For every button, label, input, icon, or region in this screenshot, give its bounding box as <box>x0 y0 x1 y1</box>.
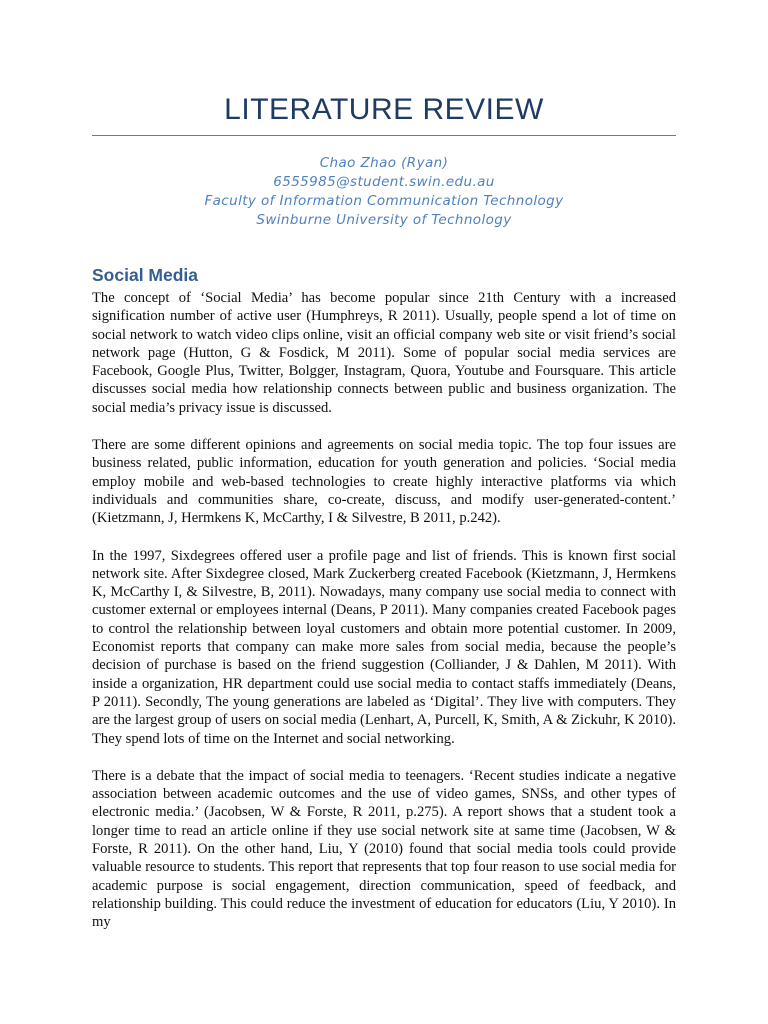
paragraph: There is a debate that the impact of social media to teenagers. ‘Recent studies indicate a negative association between academic outcomes and the use of video games, SNSs, and other types of electronic media.’ (Jacobsen, W & Forste, R 2011, p.275). A report shows that a student took a longer time to read an article online if they use social network site at same time (Jacobsen, W & Forste, R 2011). On the other hand, Liu, Y (2010) found that social media tools could provide valuable resource to students. This report that represents that top four reason to use social media for academic purpose is social engagement, direction communication, speed of feedback, and relationship building. This could reduce the investment of education for educators (Liu, Y 2010). In my <box>92 767 676 931</box>
section-heading: Social Media <box>92 265 199 285</box>
section-body <box>92 289 676 932</box>
document-page <box>92 0 676 932</box>
author-university: Swinburne University of Technology <box>256 212 512 228</box>
author-email: 6555985@student.swin.edu.au <box>273 174 495 190</box>
author-block <box>92 154 676 230</box>
author-name: Chao Zhao (Ryan) <box>319 155 449 171</box>
title-divider <box>92 135 676 136</box>
paragraph: In the 1997, Sixdegrees offered user a profile page and list of friends. This is known first social network site. After Sixdegree closed, Mark Zuckerberg created Facebook (Kietzmann, J, Hermkens K, McCarthy I, & Silvestre, B, 2011). Nowadays, many company use social media to connect with customer external or employees internal (Deans, P 2011). Many companies created Facebook pages to control the relationship between loyal customers and obtain more potential customer. In 2009, Economist reports that company can make more sales from social media, because the people’s decision of purchase is based on the friend suggestion (Colliander, J & Dahlen, M 2011). With inside a organization, HR department could use social media to contact staffs immediately (Deans, P 2011). Secondly, The young generations are labeled as ‘Digital’. They live with computers. They are the largest group of users on social media (Lenhart, A, Purcell, K, Smith, A & Zickuhr, K 2010). They spend lots of time on the Internet and social networking. <box>92 547 676 747</box>
paragraph: There are some different opinions and agreements on social media topic. The top four issues are business related, public information, education for youth generation and policies. ‘Social media employ mobile and web-based technologies to create highly interactive platforms via which individuals and communities share, co-create, discuss, and modify user-generated-content.’ (Kietzmann, J, Hermkens K, McCarthy, I & Silvestre, B 2011, p.242). <box>92 437 676 527</box>
author-faculty: Faculty of Information Communication Technology <box>204 193 564 209</box>
document-title: LITERATURE REVIEW <box>224 93 544 126</box>
paragraph: The concept of ‘Social Media’ has become popular since 21th Century with a increased signification number of active user (Humphreys, R 2011). Usually, people spend a lot of time on social network to watch video clips online, visit an official company web site or visit friend’s social network page (Hutton, G & Fosdick, M 2011). Some of popular social media services are Facebook, Google Plus, Twitter, Bolgger, Instagram, Quora, Youtube and Foursquare. This article discusses social media how relationship connects between public and business organization. The social media’s privacy issue is discussed. <box>92 290 676 416</box>
